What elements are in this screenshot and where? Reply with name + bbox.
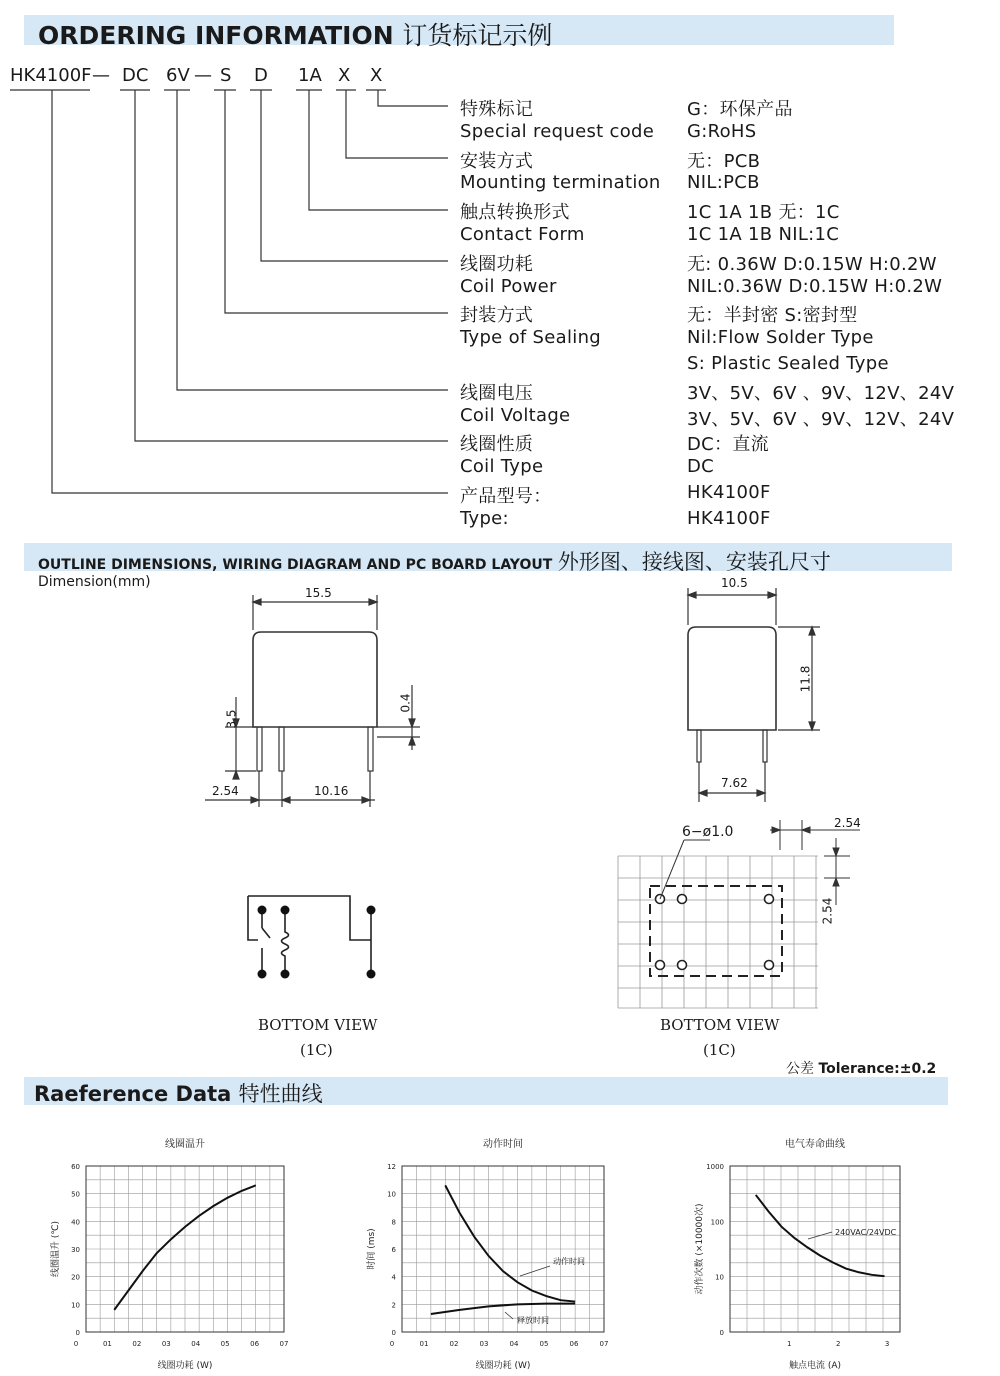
ordering-row-value: 3V、5V、6V 、9V、12V、24V <box>687 408 955 430</box>
y-tick-label: 40 <box>71 1218 80 1227</box>
tolerance-note <box>786 1058 936 1078</box>
ordering-row-value: HK4100F <box>687 482 771 503</box>
code-segment: X <box>370 65 383 86</box>
outline-title <box>38 546 831 576</box>
dim-grid-y: 2.54 <box>820 897 835 925</box>
bottom-view-sub-left: (1C) <box>300 1041 333 1059</box>
chart-title: 动作时间 <box>483 1139 523 1150</box>
y-tick-label: 6 <box>391 1246 396 1254</box>
bottom-view-label-right: BOTTOM VIEW <box>660 1016 780 1034</box>
x-tick-label: 03 <box>161 1340 171 1348</box>
code-segment: 6V <box>166 65 190 86</box>
bottom-view-sub-right: (1C) <box>703 1041 736 1059</box>
code-segment: — <box>194 65 212 86</box>
y-tick-label: 100 <box>710 1218 724 1227</box>
x-axis-label: 线圈功耗 (W) <box>475 1361 531 1371</box>
x-tick-label: 02 <box>132 1340 142 1348</box>
wiring-diagram <box>240 890 390 990</box>
dim-pitch-a: 2.54 <box>212 784 239 798</box>
y-axis-label: 线圈温升 (℃) <box>51 1221 61 1277</box>
ordering-row-value: G：环保产品 <box>687 99 793 120</box>
x-tick-label: 01 <box>102 1340 112 1348</box>
y-tick-label: 1000 <box>706 1163 724 1171</box>
series-label: 动作时间 <box>553 1257 585 1266</box>
ordering-row-label: Coil Type <box>460 456 544 478</box>
code-segment: X <box>338 65 351 86</box>
reference-title-en: Raeference Data <box>34 1082 232 1106</box>
ordering-row-label: Type of Sealing <box>460 327 602 349</box>
y-axis-label: 动作次数 (×10000次) <box>695 1203 705 1295</box>
code-segment: — <box>92 65 110 86</box>
ordering-row-value: NIL:PCB <box>687 172 760 194</box>
dim-grid-x: 2.54 <box>834 816 861 830</box>
chart-title: 线圈温升 <box>165 1139 205 1150</box>
x-tick-label: 04 <box>191 1340 201 1348</box>
tolerance-cn: 公差 <box>786 1061 814 1077</box>
y-tick-label: 30 <box>71 1246 80 1254</box>
ordering-row-value: Nil:Flow Solder Type <box>687 327 874 349</box>
y-tick-label: 4 <box>391 1273 396 1282</box>
ordering-title-cn: 订货标记示例 <box>402 21 553 50</box>
y-axis-label: 时间 (ms) <box>367 1228 377 1270</box>
outline-title-en: OUTLINE DIMENSIONS, WIRING DIAGRAM AND PC BOARD LAYOUT <box>38 557 553 573</box>
y-tick-label: 10 <box>715 1273 724 1282</box>
dim-pitch-b: 10.16 <box>314 784 349 798</box>
reference-title <box>34 1078 323 1108</box>
y-tick-label: 10 <box>71 1301 80 1310</box>
dim-height: 11.8 <box>798 665 813 693</box>
ordering-row-label: 线圈功耗 <box>460 253 534 275</box>
code-segment: S <box>220 65 232 86</box>
ordering-row-value: S: Plastic Sealed Type <box>687 353 889 374</box>
ordering-row-label: Coil Power <box>460 275 557 297</box>
x-tick-label: 06 <box>569 1340 579 1348</box>
y-tick-label: 20 <box>71 1273 80 1282</box>
x-axis-label: 线圈功耗 (W) <box>157 1361 213 1371</box>
code-segment: DC <box>122 65 149 86</box>
y-tick-label: 0 <box>75 1329 80 1337</box>
ordering-row-label: Mounting termination <box>460 172 661 194</box>
x-tick-label: 05 <box>220 1340 230 1348</box>
series-label: 240VAC/24VDC <box>835 1228 897 1237</box>
dim-offset: 0.4 <box>398 693 413 713</box>
ordering-row-value: G:RoHS <box>687 120 757 142</box>
dimension-unit: Dimension(mm) <box>38 574 151 590</box>
ordering-row-value: HK4100F <box>687 507 771 529</box>
ordering-row-value: NIL:0.36W D:0.15W H:0.2W <box>687 275 943 297</box>
ordering-row-label: 触点转换形式 <box>460 202 570 224</box>
dim-depth: 10.5 <box>721 576 748 590</box>
x-tick-label: 05 <box>539 1340 549 1348</box>
dim-height-side: 3.5 <box>224 709 239 729</box>
x-tick-label: 06 <box>250 1340 260 1348</box>
reference-title-cn: 特性曲线 <box>238 1082 323 1106</box>
dim-pin-span: 7.62 <box>721 776 748 790</box>
x-tick-label: 3 <box>884 1340 890 1348</box>
pcb-layout-grid <box>610 810 850 1040</box>
ordering-title-en: ORDERING INFORMATION <box>38 21 394 50</box>
reference-charts <box>0 1116 1000 1376</box>
ordering-row-value: DC <box>687 456 715 478</box>
tolerance-value: Tolerance:±0.2 <box>818 1061 937 1077</box>
outline-title-cn: 外形图、接线图、安装孔尺寸 <box>557 550 831 574</box>
code-segment: 1A <box>298 65 322 86</box>
ordering-row-value: 无: 0.36W D:0.15W H:0.2W <box>687 253 937 275</box>
y-tick-label: 0 <box>719 1329 724 1337</box>
ordering-row-label: 线圈电压 <box>460 382 534 404</box>
annotation-leader <box>808 1232 832 1239</box>
chart-title: 电气寿命曲线 <box>785 1139 845 1150</box>
annotation-leader <box>520 1266 550 1276</box>
series-line <box>445 1185 575 1301</box>
x-axis-label: 触点电流 (A) <box>788 1361 842 1371</box>
bottom-view-label-left: BOTTOM VIEW <box>258 1016 378 1034</box>
ordering-row-label: 封装方式 <box>460 305 534 327</box>
dim-width: 15.5 <box>305 586 332 600</box>
series-label: 释放时间 <box>517 1316 549 1325</box>
y-tick-label: 10 <box>387 1190 396 1199</box>
ordering-row-value: 无：半封密 S:密封型 <box>687 305 858 327</box>
code-segment: HK4100F <box>10 65 92 86</box>
ordering-row-label: Special request code <box>460 120 655 142</box>
ordering-row-value: 无：PCB <box>687 150 761 172</box>
x-tick-label: 07 <box>599 1340 609 1348</box>
ordering-row-value: 1C 1A 1B 无：1C <box>687 202 840 224</box>
ordering-row-label: 特殊标记 <box>460 99 534 120</box>
ordering-row-value: DC：直流 <box>687 434 769 456</box>
x-tick-label: 07 <box>279 1340 289 1348</box>
ordering-row-value: 3V、5V、6V 、9V、12V、24V <box>687 382 955 404</box>
ordering-row-label: Coil Voltage <box>460 404 571 426</box>
code-segment: D <box>254 65 268 86</box>
x-tick-label: 0 <box>73 1340 79 1348</box>
front-view-drawing <box>200 585 460 815</box>
ordering-row-label: 安装方式 <box>460 150 534 172</box>
y-tick-label: 8 <box>391 1218 396 1227</box>
y-tick-label: 50 <box>71 1190 80 1199</box>
x-tick-label: 04 <box>509 1340 519 1348</box>
ordering-row-label: 产品型号： <box>460 486 552 507</box>
ordering-row-label: 线圈性质 <box>460 434 534 456</box>
ordering-row-label: Type: <box>460 507 509 529</box>
x-tick-label: 01 <box>419 1340 429 1348</box>
x-tick-label: 02 <box>449 1340 459 1348</box>
ordering-row-value: 1C 1A 1B NIL:1C <box>687 224 840 245</box>
dim-holes: 6−ø1.0 <box>682 824 734 840</box>
y-tick-label: 12 <box>387 1163 396 1171</box>
y-tick-label: 0 <box>391 1329 396 1337</box>
y-tick-label: 60 <box>71 1163 80 1171</box>
y-tick-label: 2 <box>391 1301 396 1310</box>
x-tick-label: 03 <box>479 1340 489 1348</box>
x-tick-label: 1 <box>787 1340 792 1348</box>
x-tick-label: 2 <box>835 1340 841 1348</box>
x-tick-label: 0 <box>389 1340 395 1348</box>
ordering-row-label: Contact Form <box>460 224 585 245</box>
